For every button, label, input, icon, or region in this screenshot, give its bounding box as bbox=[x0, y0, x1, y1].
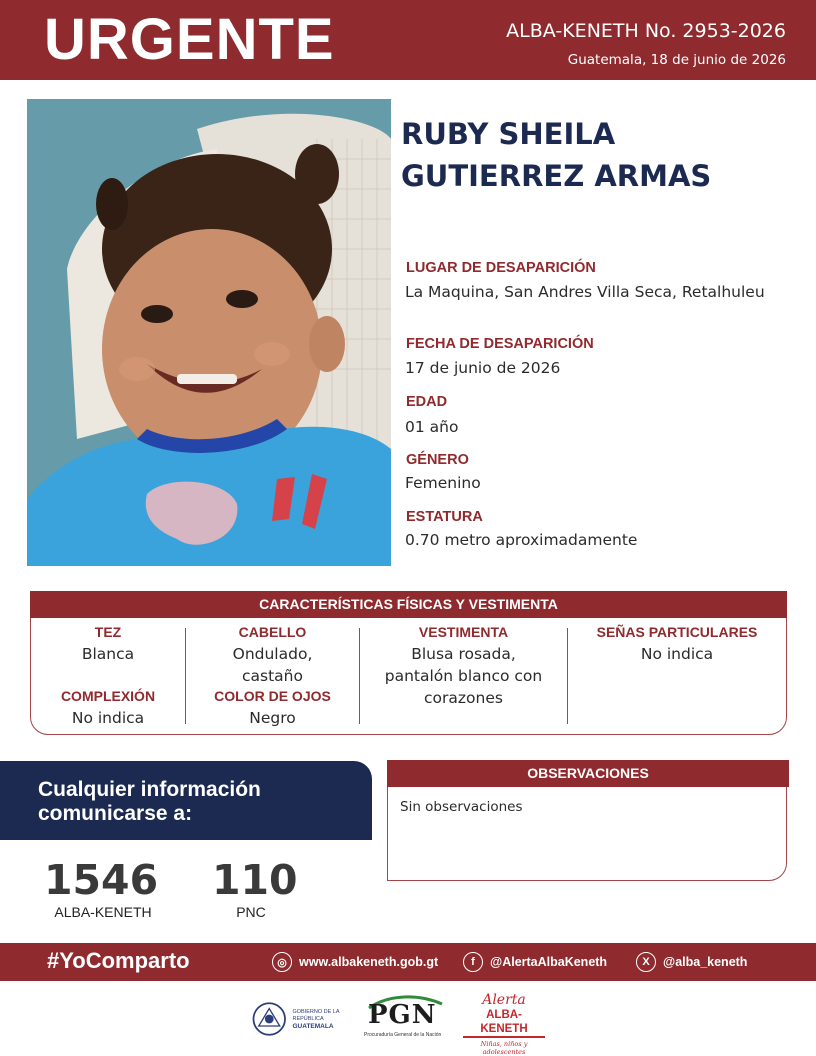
x-icon: X bbox=[636, 952, 656, 972]
observations-panel bbox=[387, 760, 787, 881]
x-text: @alba_keneth bbox=[663, 955, 748, 969]
observations-title: OBSERVACIONES bbox=[387, 760, 789, 787]
ojos-label: COLOR DE OJOS bbox=[214, 688, 331, 704]
vestimenta-value-3: corazones bbox=[424, 689, 503, 707]
pgn-text: PGN bbox=[368, 1000, 437, 1030]
alba-sub: Niñas, niños y adolescentes bbox=[480, 1040, 528, 1056]
alerta-text: Alerta bbox=[482, 992, 526, 1008]
phone-alba-keneth[interactable]: 1546 bbox=[44, 856, 159, 904]
value-genero: Femenino bbox=[405, 474, 481, 492]
observations-text: Sin observaciones bbox=[400, 799, 523, 815]
facebook-text: @AlertaAlbaKeneth bbox=[490, 955, 608, 969]
alba-keneth-logo bbox=[463, 992, 545, 1056]
vestimenta-value-1: Blusa rosada, bbox=[411, 645, 516, 663]
value-estatura: 0.70 metro aproximadamente bbox=[405, 531, 638, 549]
value-edad: 01 año bbox=[405, 418, 459, 436]
globe-icon: ◎ bbox=[272, 952, 292, 972]
value-lugar: La Maquina, San Andres Villa Seca, Retalhuleu bbox=[405, 283, 765, 301]
vestimenta-label: VESTIMENTA bbox=[418, 624, 509, 640]
characteristics-panel bbox=[30, 591, 787, 735]
phone-pnc[interactable]: 110 bbox=[212, 856, 298, 904]
phone-pnc-label: PNC bbox=[236, 904, 266, 920]
value-fecha: 17 de junio de 2026 bbox=[405, 359, 561, 377]
label-edad: EDAD bbox=[406, 394, 448, 410]
hashtag: #YoComparto bbox=[47, 948, 190, 973]
label-lugar: LUGAR DE DESAPARICIÓN bbox=[406, 260, 596, 276]
case-number: ALBA-KENETH No. 2953-2026 bbox=[506, 20, 786, 42]
urgent-title: URGENTE bbox=[44, 7, 335, 72]
facebook-link[interactable] bbox=[463, 951, 607, 973]
label-genero: GÉNERO bbox=[406, 452, 469, 468]
person-name-line2: GUTIERREZ ARMAS bbox=[401, 159, 712, 193]
coat-of-arms-icon bbox=[250, 997, 288, 1041]
pgn-logo bbox=[364, 992, 446, 1046]
characteristics-title: CARACTERÍSTICAS FÍSICAS Y VESTIMENTA bbox=[30, 591, 787, 618]
portrait-illustration bbox=[27, 99, 391, 566]
person-name bbox=[401, 113, 801, 197]
website-text: www.albakeneth.gob.gt bbox=[299, 955, 439, 969]
cabello-value-1: Ondulado, bbox=[232, 645, 313, 663]
x-link[interactable] bbox=[636, 951, 747, 973]
tez-value: Blanca bbox=[81, 645, 135, 663]
senas-value: No indica bbox=[640, 645, 714, 663]
contact-line1: Cualquier información bbox=[38, 778, 261, 801]
facebook-icon: f bbox=[463, 952, 483, 972]
contact-line2: comunicarse a: bbox=[38, 802, 193, 825]
label-fecha: FECHA DE DESAPARICIÓN bbox=[406, 336, 594, 352]
alba-text: ALBA-KENETH bbox=[463, 1008, 545, 1038]
complexion-label: COMPLEXIÓN bbox=[60, 688, 156, 704]
vestimenta-value-2: pantalón blanco con bbox=[384, 667, 543, 685]
missing-person-photo bbox=[27, 99, 391, 566]
complexion-value: No indica bbox=[71, 709, 145, 727]
issue-date: Guatemala, 18 de junio de 2026 bbox=[567, 52, 786, 68]
label-estatura: ESTATURA bbox=[406, 509, 483, 525]
senas-label: SEÑAS PARTICULARES bbox=[596, 624, 758, 640]
contact-text bbox=[38, 778, 358, 826]
gov-line1: GOBIERNO DE LA REPÚBLICA bbox=[292, 1008, 340, 1022]
tez-label: TEZ bbox=[94, 624, 122, 640]
pgn-sub: Procuraduría General de la Nación bbox=[364, 1032, 442, 1038]
ojos-value: Negro bbox=[249, 709, 296, 727]
person-name-line1: RUBY SHEILA bbox=[401, 117, 616, 151]
gov-line2: GUATEMALA bbox=[292, 1022, 334, 1030]
website-link[interactable] bbox=[272, 951, 438, 973]
cabello-value-2: castaño bbox=[242, 667, 303, 685]
phone-alba-keneth-label: ALBA-KENETH bbox=[54, 904, 152, 920]
cabello-label: CABELLO bbox=[238, 624, 307, 640]
government-logo bbox=[250, 992, 362, 1046]
